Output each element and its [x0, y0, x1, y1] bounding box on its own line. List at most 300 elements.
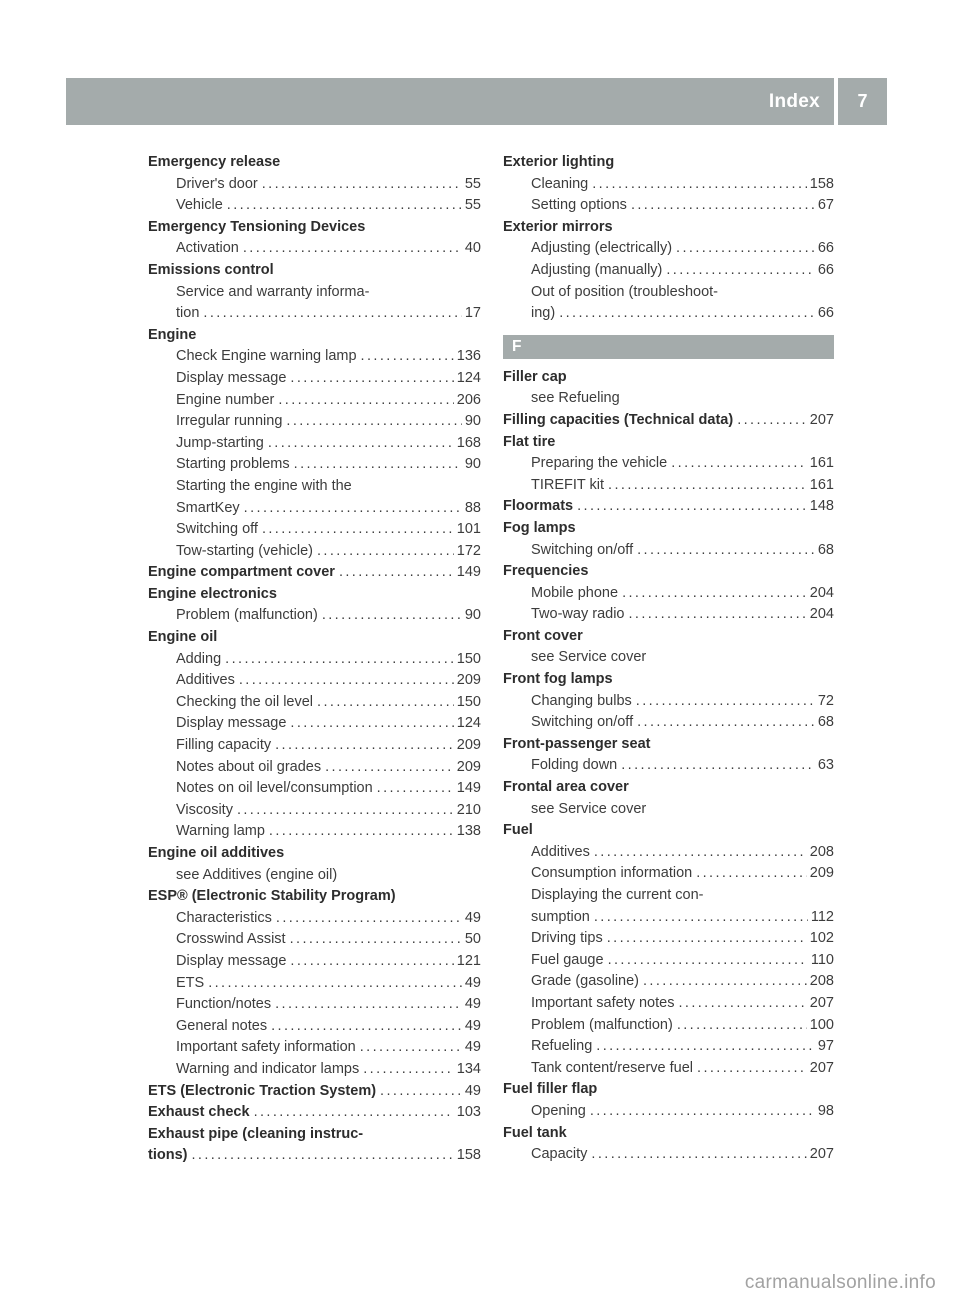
index-entry-row [503, 928, 834, 950]
index-entry-row [503, 863, 834, 885]
page-header [66, 78, 887, 125]
heading-label: Front fog lamps [503, 671, 613, 688]
index-heading-row [148, 584, 481, 606]
entry-label: Refueling [531, 1038, 593, 1055]
entry-label: Engine number [176, 391, 275, 408]
entry-page-number: 112 [810, 908, 834, 925]
index-entry-row [503, 647, 834, 669]
entry-label: Fuel gauge [531, 951, 604, 968]
entry-label: Problem (malfunction) [531, 1016, 673, 1033]
entry-label: Display message [176, 715, 287, 732]
index-heading-row [503, 496, 834, 518]
index-entry-row [148, 476, 481, 498]
leader-dots [276, 908, 462, 930]
leader-dots [608, 475, 807, 497]
leader-dots [262, 174, 462, 196]
entry-page-number: 102 [809, 930, 834, 947]
entry-label: Tow-starting (vehicle) [176, 542, 313, 559]
index-heading-row [503, 518, 834, 540]
entry-page-number: 158 [456, 1147, 481, 1164]
leader-dots [278, 390, 453, 412]
entry-label: Service and warranty informa- [176, 283, 370, 300]
entry-label: see Service cover [531, 649, 647, 666]
leader-dots [227, 195, 462, 217]
heading-label: Flat tire [503, 433, 556, 450]
index-heading-row [503, 626, 834, 648]
index-entry-row [503, 755, 834, 777]
heading-label: Filler cap [503, 368, 567, 385]
entry-page-number: 207 [809, 1059, 834, 1076]
index-heading-row [148, 627, 481, 649]
leader-dots [290, 713, 453, 735]
entry-page-number: 150 [456, 693, 481, 710]
entry-page-number: 66 [817, 261, 834, 278]
entry-label: Activation [176, 240, 239, 257]
index-entry-row [503, 195, 834, 217]
index-entry-row [503, 453, 834, 475]
leader-dots [254, 1102, 454, 1124]
entry-label: Irregular running [176, 413, 283, 430]
entry-label: TIREFIT kit [531, 476, 605, 493]
leader-dots [696, 863, 807, 885]
index-entry-row [503, 303, 834, 325]
index-heading-row [503, 669, 834, 691]
leader-dots [590, 1101, 815, 1123]
heading-label: Fuel tank [503, 1124, 567, 1141]
index-entry-row [148, 865, 481, 887]
leader-dots [239, 670, 454, 692]
entry-label: see Additives (engine oil) [176, 866, 338, 883]
entry-page-number: 124 [456, 369, 481, 386]
index-entry-row [503, 540, 834, 562]
entry-label: Viscosity [176, 801, 233, 818]
index-heading-row [148, 1081, 481, 1103]
entry-label: Switching on/off [531, 541, 634, 558]
leader-dots [592, 174, 807, 196]
entry-page-number: 49 [464, 1017, 481, 1034]
heading-label: Front cover [503, 627, 583, 644]
index-entry-row [503, 1015, 834, 1037]
index-entry-row [503, 238, 834, 260]
entry-label: Jump-starting [176, 434, 264, 451]
leader-dots [621, 755, 815, 777]
heading-label: Exterior mirrors [503, 218, 613, 235]
entry-page-number: 100 [809, 1016, 834, 1033]
leader-dots [262, 519, 454, 541]
entry-label: Adding [176, 650, 222, 667]
entry-label: sumption [531, 908, 590, 925]
index-column-left [148, 152, 481, 1167]
entry-page-number: 209 [456, 737, 481, 754]
leader-dots [339, 562, 454, 584]
entry-label: Warning and indicator lamps [176, 1060, 360, 1077]
entry-label: Out of position (troubleshoot- [531, 283, 718, 300]
leader-dots [677, 1015, 807, 1037]
index-entry-row [148, 605, 481, 627]
entry-page-number: 124 [456, 715, 481, 732]
leader-dots [290, 929, 462, 951]
index-entry-row [503, 950, 834, 972]
page-number: 7 [857, 91, 868, 111]
entry-label: Vehicle [176, 197, 223, 214]
heading-label: tions) [148, 1147, 188, 1164]
heading-label: Emergency Tensioning Devices [148, 218, 366, 235]
entry-label: Setting options [531, 197, 627, 214]
leader-dots [666, 260, 814, 282]
entry-page-number: 55 [464, 197, 481, 214]
index-entry-row [503, 993, 834, 1015]
heading-label: Engine [148, 326, 197, 343]
entry-label: Driver's door [176, 175, 258, 192]
leader-dots [244, 498, 462, 520]
entry-page-number: 66 [817, 305, 834, 322]
heading-label: Engine oil [148, 629, 218, 646]
leader-dots [377, 778, 454, 800]
leader-dots [286, 411, 461, 433]
entry-label: Starting problems [176, 456, 290, 473]
entry-page-number: 67 [817, 197, 834, 214]
entry-label: Consumption information [531, 865, 693, 882]
entry-page-number: 149 [456, 564, 481, 581]
heading-label: Front-passenger seat [503, 735, 651, 752]
index-heading-row [148, 1145, 481, 1167]
leader-dots [225, 649, 454, 671]
index-entry-row [148, 713, 481, 735]
index-entry-row [148, 973, 481, 995]
entry-page-number: 90 [464, 456, 481, 473]
leader-dots [631, 195, 815, 217]
leader-dots [363, 1059, 454, 1081]
index-entry-row [503, 1101, 834, 1123]
leader-dots [676, 238, 815, 260]
leader-dots [275, 994, 462, 1016]
index-entry-row [503, 475, 834, 497]
index-entry-row [503, 885, 834, 907]
index-entry-row [503, 1144, 834, 1166]
entry-page-number: 110 [810, 951, 834, 968]
entry-page-number: 207 [809, 411, 834, 428]
heading-label: Exhaust pipe (cleaning instruc- [148, 1125, 364, 1142]
entry-page-number: 149 [456, 780, 481, 797]
leader-dots [243, 238, 462, 260]
entry-label: Important safety information [176, 1039, 356, 1056]
leader-dots [607, 928, 807, 950]
index-entry-row [148, 303, 481, 325]
index-entry-row [148, 908, 481, 930]
index-entry-row [148, 1059, 481, 1081]
leader-dots [622, 583, 807, 605]
index-entry-row [148, 519, 481, 541]
entry-page-number: 206 [456, 391, 481, 408]
index-entry-row [503, 712, 834, 734]
leader-dots [360, 1037, 462, 1059]
entry-label: Driving tips [531, 930, 603, 947]
entry-page-number: 66 [817, 240, 834, 257]
entry-page-number: 168 [456, 434, 481, 451]
index-entry-row [503, 260, 834, 282]
heading-label: ESP® (Electronic Stability Program) [148, 888, 396, 905]
entry-label: Function/notes [176, 996, 272, 1013]
entry-page-number: 40 [464, 240, 481, 257]
entry-page-number: 49 [464, 1039, 481, 1056]
index-entry-row [148, 1016, 481, 1038]
index-entry-row [503, 388, 834, 410]
entry-label: see Service cover [531, 800, 647, 817]
entry-page-number: 134 [456, 1060, 481, 1077]
entry-page-number: 207 [809, 1146, 834, 1163]
leader-dots [591, 1144, 806, 1166]
index-heading-row [503, 432, 834, 454]
entry-label: Crosswind Assist [176, 931, 286, 948]
index-heading-row [148, 325, 481, 347]
heading-label: Exterior lighting [503, 154, 615, 170]
entry-label: Switching on/off [531, 714, 634, 731]
index-heading-row [503, 561, 834, 583]
entry-page-number: 97 [817, 1038, 834, 1055]
index-entry-row [148, 411, 481, 433]
entry-label: Cleaning [531, 175, 589, 192]
entry-label: Folding down [531, 757, 618, 774]
entry-label: Adjusting (manually) [531, 261, 663, 278]
entry-page-number: 208 [809, 843, 834, 860]
leader-dots [380, 1081, 462, 1103]
index-entry-row [148, 1037, 481, 1059]
index-entry-row [148, 994, 481, 1016]
index-entry-row [148, 238, 481, 260]
entry-label: Capacity [531, 1146, 588, 1163]
index-entry-row [148, 433, 481, 455]
entry-label: Filling capacity [176, 737, 272, 754]
heading-label: Frontal area cover [503, 779, 629, 796]
leader-dots [191, 1145, 453, 1167]
index-heading-row [148, 562, 481, 584]
index-entry-row [503, 1036, 834, 1058]
entry-label: Tank content/reserve fuel [531, 1059, 694, 1076]
entry-page-number: 49 [464, 996, 481, 1013]
index-entry-row [503, 799, 834, 821]
entry-label: tion [176, 305, 200, 322]
index-entry-row [503, 1058, 834, 1080]
index-entry-row [148, 800, 481, 822]
leader-dots [637, 712, 815, 734]
index-entry-row [148, 195, 481, 217]
entry-label: Characteristics [176, 909, 272, 926]
section-letter: F [512, 337, 522, 355]
entry-label: Warning lamp [176, 823, 265, 840]
entry-label: SmartKey [176, 499, 240, 516]
index-entry-row [503, 282, 834, 304]
entry-page-number: 150 [456, 650, 481, 667]
entry-label: Two-way radio [531, 606, 625, 623]
entry-page-number: 208 [809, 973, 834, 990]
index-heading-row [148, 217, 481, 239]
entry-page-number: 103 [456, 1104, 481, 1121]
index-heading-row [503, 1123, 834, 1145]
entry-page-number: 161 [809, 455, 834, 472]
leader-dots [636, 691, 815, 713]
entry-page-number: 49 [464, 909, 481, 926]
entry-label: Opening [531, 1102, 586, 1119]
entry-label: Changing bulbs [531, 692, 632, 709]
heading-label: Frequencies [503, 563, 589, 580]
index-entry-row [148, 649, 481, 671]
leader-dots [559, 303, 815, 325]
heading-label: Emergency release [148, 154, 281, 170]
entry-page-number: 98 [817, 1102, 834, 1119]
entry-page-number: 68 [817, 541, 834, 558]
entry-label: Display message [176, 952, 287, 969]
entry-label: Important safety notes [531, 994, 675, 1011]
entry-label: ETS [176, 974, 205, 991]
entry-label: Additives [531, 843, 590, 860]
leader-dots [594, 907, 808, 929]
index-entry-row [148, 670, 481, 692]
index-entry-row [148, 454, 481, 476]
leader-dots [325, 757, 454, 779]
entry-label: Switching off [176, 521, 258, 538]
section-letter-bar [503, 335, 834, 359]
entry-page-number: 138 [456, 823, 481, 840]
heading-label: ETS (Electronic Traction System) [148, 1082, 377, 1099]
index-entry-row [148, 692, 481, 714]
entry-page-number: 101 [456, 521, 481, 538]
heading-label: Fuel [503, 822, 533, 839]
index-entry-row [148, 390, 481, 412]
index-heading-row [148, 886, 481, 908]
entry-label: Additives [176, 672, 235, 689]
leader-dots [577, 496, 807, 518]
entry-label: Notes on oil level/consumption [176, 780, 373, 797]
entry-page-number: 90 [464, 607, 481, 624]
heading-label: Emissions control [148, 261, 274, 278]
leader-dots [322, 605, 462, 627]
leader-dots [203, 303, 461, 325]
entry-page-number: 209 [456, 672, 481, 689]
index-entry-row [148, 757, 481, 779]
index-heading-row [148, 1124, 481, 1146]
leader-dots [290, 951, 453, 973]
index-heading-row [503, 410, 834, 432]
index-entry-row [148, 368, 481, 390]
index-title: Index [768, 90, 820, 112]
watermark: carmanualsonline.info [744, 1272, 936, 1293]
entry-page-number: 17 [464, 305, 481, 322]
leader-dots [290, 368, 453, 390]
index-entry-row [148, 174, 481, 196]
index-entry-row [503, 842, 834, 864]
index-heading-row [148, 843, 481, 865]
index-entry-row [148, 929, 481, 951]
index-entry-row [148, 821, 481, 843]
index-entry-row [148, 778, 481, 800]
leader-dots [361, 346, 454, 368]
index-heading-row [148, 260, 481, 282]
entry-page-number: 68 [817, 714, 834, 731]
leader-dots [594, 842, 807, 864]
index-entry-row [148, 541, 481, 563]
heading-label: Floormats [503, 498, 574, 515]
leader-dots [208, 973, 462, 995]
leader-dots [637, 540, 815, 562]
entry-label: Adjusting (electrically) [531, 240, 673, 257]
entry-label: Displaying the current con- [531, 887, 704, 903]
entry-label: Problem (malfunction) [176, 607, 318, 624]
index-heading-row [503, 367, 834, 389]
leader-dots [737, 410, 807, 432]
entry-page-number: 90 [464, 413, 481, 430]
leader-dots [643, 971, 807, 993]
entry-label: Preparing the vehicle [531, 455, 668, 472]
entry-page-number: 158 [809, 175, 834, 192]
entry-label: Starting the engine with the [176, 477, 352, 494]
entry-page-number: 148 [809, 498, 834, 515]
header-title-bar [66, 78, 834, 125]
leader-dots [237, 800, 454, 822]
leader-dots [697, 1058, 807, 1080]
heading-label: Exhaust check [148, 1104, 250, 1121]
entry-page-number: 209 [456, 758, 481, 775]
entry-page-number: 49 [464, 974, 481, 991]
entry-page-number: 88 [464, 499, 481, 516]
leader-dots [294, 454, 462, 476]
entry-page-number: 72 [817, 692, 834, 709]
entry-page-number: 55 [464, 175, 481, 192]
heading-label: Filling capacities (Technical data) [503, 411, 734, 428]
entry-label: Mobile phone [531, 584, 619, 601]
entry-page-number: 161 [809, 476, 834, 493]
entry-label: see Refueling [531, 390, 620, 407]
index-entry-row [148, 498, 481, 520]
leader-dots [275, 735, 454, 757]
index-columns [148, 152, 834, 1167]
entry-page-number: 204 [809, 584, 834, 601]
entry-page-number: 63 [817, 757, 834, 774]
index-heading-row [148, 152, 481, 174]
index-entry-row [503, 971, 834, 993]
heading-label: Engine compartment cover [148, 564, 335, 581]
leader-dots [317, 541, 454, 563]
index-entry-row [148, 735, 481, 757]
entry-page-number: 209 [809, 865, 834, 882]
heading-label: Fuel filler flap [503, 1081, 598, 1098]
leader-dots [269, 821, 454, 843]
leader-dots [271, 1016, 462, 1038]
entry-page-number: 50 [464, 931, 481, 948]
index-heading-row [503, 820, 834, 842]
leader-dots [628, 604, 806, 626]
leader-dots [678, 993, 806, 1015]
entry-label: Notes about oil grades [176, 758, 322, 775]
entry-page-number: 136 [456, 348, 481, 365]
entry-label: Checking the oil level [176, 693, 314, 710]
heading-label: Engine electronics [148, 585, 277, 602]
index-entry-row [148, 346, 481, 368]
index-entry-row [503, 907, 834, 929]
page-number-box [838, 78, 887, 125]
leader-dots [596, 1036, 815, 1058]
index-entry-row [148, 282, 481, 304]
entry-label: Grade (gasoline) [531, 973, 639, 990]
index-entry-row [503, 174, 834, 196]
index-heading-row [503, 1079, 834, 1101]
leader-dots [268, 433, 454, 455]
heading-label: Engine oil additives [148, 845, 285, 861]
index-heading-row [148, 1102, 481, 1124]
leader-dots [317, 692, 454, 714]
index-heading-row [503, 777, 834, 799]
entry-page-number: 207 [809, 994, 834, 1011]
index-entry-row [148, 951, 481, 973]
